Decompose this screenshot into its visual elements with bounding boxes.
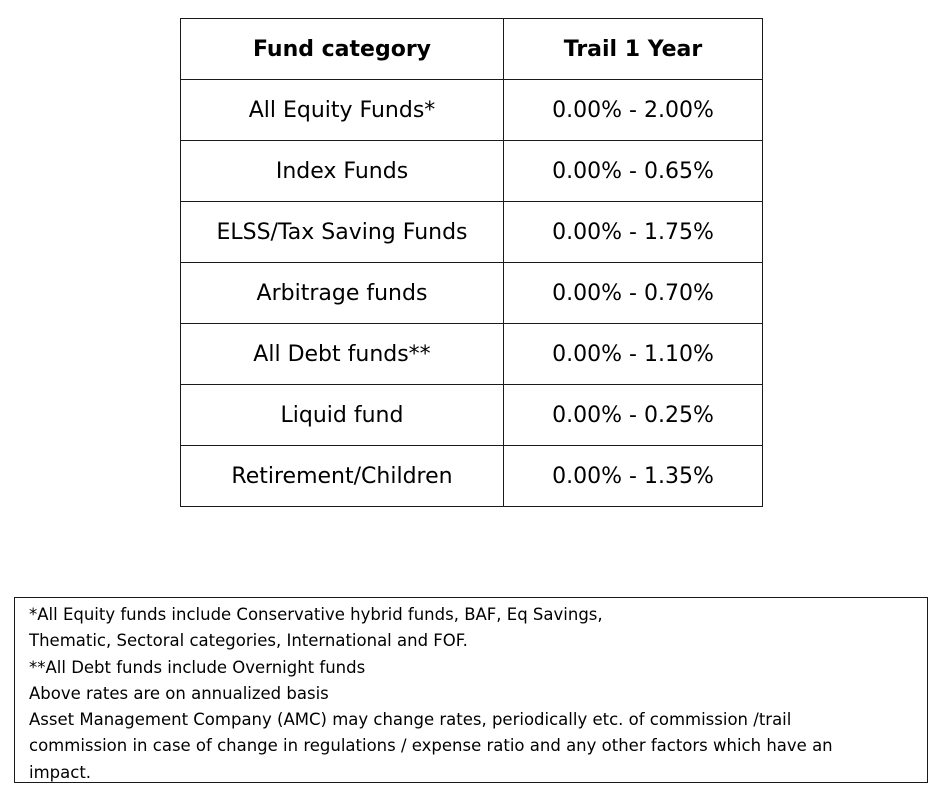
table-row	[181, 202, 763, 263]
footnote-debt: **All Debt funds include Overnight funds	[29, 657, 366, 677]
table-row	[181, 263, 763, 324]
table-row	[181, 141, 763, 202]
footnotes-box	[14, 597, 928, 783]
footnote-equity-line-2: Thematic, Sectoral categories, International and FOF.	[29, 631, 468, 651]
fund-category-cell: All Debt funds**	[181, 324, 504, 385]
footnote-equity-line-1: *All Equity funds include Conservative hybrid funds, BAF, Eq Savings,	[29, 605, 603, 624]
trail-rate-cell: 0.00% - 1.75%	[504, 202, 763, 263]
trail-rate-cell: 0.00% - 0.25%	[504, 385, 763, 446]
fund-category-cell: All Equity Funds*	[181, 80, 504, 141]
footnote-amc-line-3: impact.	[29, 762, 92, 782]
fund-category-cell: ELSS/Tax Saving Funds	[181, 202, 504, 263]
table-header-row	[181, 19, 763, 80]
trail-rate-cell: 0.00% - 1.35%	[504, 446, 763, 507]
table-row	[181, 324, 763, 385]
trail-commission-table	[180, 18, 763, 507]
table-row	[181, 446, 763, 507]
trail-rate-cell: 0.00% - 1.10%	[504, 324, 763, 385]
fund-category-cell: Retirement/Children	[181, 446, 504, 507]
footnote-annualized: Above rates are on annualized basis	[29, 683, 329, 703]
header-fund-category: Fund category	[181, 19, 504, 80]
fund-category-cell: Index Funds	[181, 141, 504, 202]
trail-rate-cell: 0.00% - 2.00%	[504, 80, 763, 141]
footnote-amc-line-1: Asset Management Company (AMC) may change rates, periodically etc. of commission /trail	[29, 710, 792, 730]
table-row	[181, 80, 763, 141]
trail-rate-cell: 0.00% - 0.65%	[504, 141, 763, 202]
fund-category-cell: Arbitrage funds	[181, 263, 504, 324]
footnote-amc-line-2: commission in case of change in regulations / expense ratio and any other factors which have an	[29, 736, 833, 756]
header-trail-1-year: Trail 1 Year	[504, 19, 763, 80]
table-row	[181, 385, 763, 446]
trail-rate-cell: 0.00% - 0.70%	[504, 263, 763, 324]
fund-category-cell: Liquid fund	[181, 385, 504, 446]
